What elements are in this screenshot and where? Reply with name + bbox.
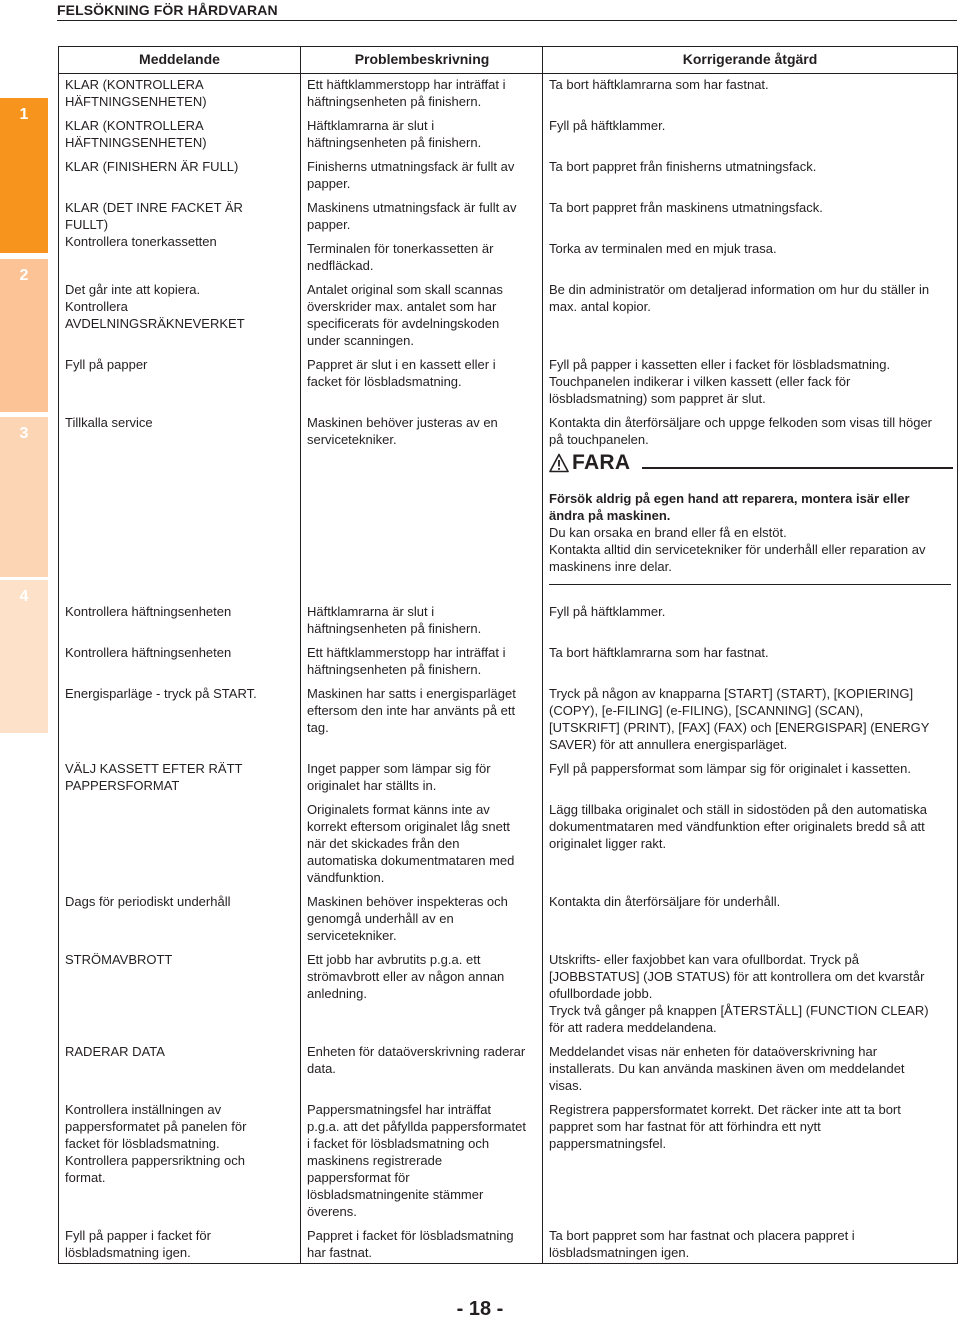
problem-cell: Pappret i facket för lösbladsmatning har fastnat. xyxy=(307,1228,514,1260)
action-cell: Ta bort pappret från finisherns utmatningsfack. xyxy=(549,159,817,174)
troubleshooting-table xyxy=(58,46,958,1264)
action-cell: Fyll på papper i kassetten eller i facket för lösbladsmatning. Touchpanelen indikerar i vilken kassett (eller fack för lösbladsmatning) som pappret är slut. xyxy=(549,357,891,406)
action-cell: Lägg tillbaka originalet och ställ in sidostöden på den automatiska dokumentmataren med vändfunktion efter originalets bredd så att originalet ligger rakt. xyxy=(549,802,927,851)
problem-cell: Pappersmatningsfel har inträffat p.g.a. att det påfyllda pappersformatet i facket för lösbladsmatning och maskinens registrerade pappersformat för lösbladsmatningenite stämmer överens. xyxy=(307,1102,526,1219)
message-cell: VÄLJ KASSETT EFTER RÄTT PAPPERSFORMAT xyxy=(65,761,243,793)
header-rule xyxy=(57,20,957,21)
action-cell: Fyll på häftklammer. xyxy=(549,118,666,133)
problem-cell: Häftklamrarna är slut i häftningsenheten på finishern. xyxy=(307,118,482,150)
problem-cell: Maskinen behöver inspekteras och genomgå underhåll av en servicetekniker. xyxy=(307,894,508,943)
chapter-tab-1[interactable]: 1 xyxy=(0,98,48,253)
problem-cell: Originalets format känns inte av korrekt eftersom originalet låg snett när det skickades från den automatiska dokumentmataren med vändfunktion. xyxy=(307,802,515,885)
danger-body xyxy=(549,490,953,575)
danger-end-rule xyxy=(549,584,951,585)
message-cell: KLAR (KONTROLLERA HÄFTNINGSENHETEN) xyxy=(65,118,207,150)
chapter-tab-4[interactable]: 4 xyxy=(0,580,48,733)
action-cell: Registrera pappersformatet korrekt. Det räcker inte att ta bort pappret som har fastnat för att förhindra ett nytt pappersmatningsfel. xyxy=(549,1102,901,1151)
message-cell: Fyll på papper xyxy=(65,357,148,372)
message-cell: Kontrollera häftningsenheten xyxy=(65,645,232,660)
problem-cell: Finisherns utmatningsfack är fullt av papper. xyxy=(307,159,515,191)
column-header-problem: Problembeskrivning xyxy=(354,51,490,67)
problem-cell: Maskinen behöver justeras av en servicetekniker. xyxy=(307,415,498,447)
problem-cell: Enheten för dataöverskrivning raderar data. xyxy=(307,1044,526,1076)
danger-heading xyxy=(549,450,953,476)
problem-cell: Maskinen har satts i energisparläget eftersom den inte har använts på ett tag. xyxy=(307,686,516,735)
message-cell: Tillkalla service xyxy=(65,415,153,430)
chapter-tab-3[interactable]: 3 xyxy=(0,417,48,577)
action-cell: Ta bort pappret som har fastnat och placera pappret i lösbladsmatningen igen. xyxy=(549,1228,855,1260)
problem-cell: Pappret är slut i en kassett eller i facket för lösbladsmatning. xyxy=(307,357,496,389)
action-cell: Be din administratör om detaljerad information om hur du ställer in max. antal kopior. xyxy=(549,282,930,314)
action-cell: Ta bort häftklamrarna som har fastnat. xyxy=(549,645,769,660)
column-header-action: Korrigerande åtgärd xyxy=(682,51,818,67)
danger-title: FARA xyxy=(572,451,631,474)
problem-cell: Häftklamrarna är slut i häftningsenheten på finishern. xyxy=(307,604,482,636)
danger-rule xyxy=(642,467,953,469)
action-cell: Utskrifts- eller faxjobbet kan vara ofullbordat. Tryck på [JOBBSTATUS] (JOB STATUS) för att kontrollera om det kvarstår ofullbordade jobb. Tryck två gånger på knappen [ÅTERSTÄLL] (FUNCTION CLEAR) för att radera meddelandena. xyxy=(549,952,929,1035)
column-header-message: Meddelande xyxy=(139,51,220,67)
message-cell: Dags för periodiskt underhåll xyxy=(65,894,231,909)
message-cell: RADERAR DATA xyxy=(65,1044,165,1059)
problem-cell: Ett jobb har avbrutits p.g.a. ett strömavbrott eller av någon annan anledning. xyxy=(307,952,505,1001)
action-cell: Fyll på häftklammer. xyxy=(549,604,666,619)
problem-cell: Terminalen för tonerkassetten är nedfläckad. xyxy=(307,241,494,273)
action-cell: Ta bort häftklamrarna som har fastnat. xyxy=(549,77,769,92)
column-divider xyxy=(542,47,543,1263)
action-cell: Ta bort pappret från maskinens utmatningsfack. xyxy=(549,200,823,215)
action-cell: Tryck på någon av knapparna [START] (START), [KOPIERING] (COPY), [e-FILING] (e-FILING), [SCANNING] (SCAN), [UTSKRIFT] (PRINT), [FAX] (FAX) och [ENERGISPAR] (ENERGY SAVER) för att annullera energisparläget. xyxy=(549,686,930,752)
chapter-tab-2[interactable]: 2 xyxy=(0,259,48,412)
danger-warning-text: Försök aldrig på egen hand att reparera, montera isär eller ändra på maskinen. xyxy=(549,491,910,523)
problem-cell: Antalet original som skall scannas överskrider max. antalet som har specificerats för avdelningskoden under scanningen. xyxy=(307,282,503,348)
danger-notice xyxy=(549,450,953,575)
message-cell: KLAR (KONTROLLERA HÄFTNINGSENHETEN) xyxy=(65,77,207,109)
message-cell: KLAR (FINISHERN ÄR FULL) xyxy=(65,159,239,174)
header-divider xyxy=(59,73,957,74)
message-cell: Energisparläge - tryck på START. xyxy=(65,686,257,701)
message-cell: Fyll på papper i facket för lösbladsmatning igen. xyxy=(65,1228,211,1260)
message-cell: STRÖMAVBROTT xyxy=(65,952,173,967)
column-divider xyxy=(300,47,301,1263)
section-title: FELSÖKNING FÖR HÅRDVARAN xyxy=(57,2,278,18)
message-cell: KLAR (DET INRE FACKET ÄR FULLT) Kontrollera tonerkassetten xyxy=(65,200,243,249)
danger-info-text: Du kan orsaka en brand eller få en elstöt. Kontakta alltid din servicetekniker för underhåll eller reparation av maskinens inre delar. xyxy=(549,525,926,574)
action-cell: Torka av terminalen med en mjuk trasa. xyxy=(549,241,777,256)
page-number: - 18 - xyxy=(456,1298,504,1320)
action-cell: Kontakta din återförsäljare för underhåll. xyxy=(549,894,781,909)
message-cell: Kontrollera inställningen av pappersformatet på panelen för facket för lösbladsmatning. Kontrollera pappersriktning och format. xyxy=(65,1102,247,1185)
problem-cell: Ett häftklammerstopp har inträffat i häftningsenheten på finishern. xyxy=(307,77,506,109)
action-cell: Meddelandet visas när enheten för dataöverskrivning har installerats. Du kan använda maskinen även om meddelandet visas. xyxy=(549,1044,905,1093)
problem-cell: Maskinens utmatningsfack är fullt av papper. xyxy=(307,200,517,232)
problem-cell: Inget papper som lämpar sig för originalet har ställts in. xyxy=(307,761,491,793)
problem-cell: Ett häftklammerstopp har inträffat i häftningsenheten på finishern. xyxy=(307,645,506,677)
action-cell: Fyll på pappersformat som lämpar sig för originalet i kassetten. xyxy=(549,761,911,776)
message-cell: Kontrollera häftningsenheten xyxy=(65,604,232,619)
warning-triangle-icon xyxy=(549,453,569,473)
action-cell: Kontakta din återförsäljare och uppge felkoden som visas till höger på touchpanelen. xyxy=(549,415,932,447)
message-cell: Det går inte att kopiera. Kontrollera AVDELNINGSRÄKNEVERKET xyxy=(65,282,245,331)
